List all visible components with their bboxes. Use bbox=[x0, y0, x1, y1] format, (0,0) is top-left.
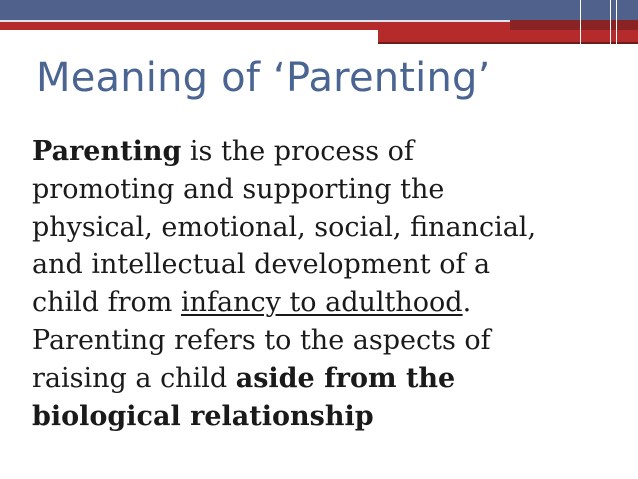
slide-body-text bbox=[32, 133, 622, 435]
body-line-7-before: raising a child bbox=[32, 362, 236, 394]
body-line-7 bbox=[32, 360, 622, 398]
body-line-3: physical, emotional, social, financial, bbox=[32, 211, 537, 243]
header-blue-band bbox=[0, 0, 638, 20]
infancy-to-adulthood-link[interactable]: infancy to adulthood bbox=[181, 287, 463, 319]
header-vertical-line bbox=[610, 0, 611, 44]
header-vertical-line bbox=[616, 0, 617, 44]
body-line-5 bbox=[32, 284, 622, 322]
body-line-7-bold: aside from the bbox=[235, 362, 456, 394]
body-text-1: is the process of bbox=[181, 136, 414, 167]
body-line-1 bbox=[32, 133, 622, 171]
header-vertical-line bbox=[580, 0, 581, 44]
body-line-5-after: . bbox=[462, 287, 472, 319]
body-line-6: Parenting refers to the aspects of bbox=[32, 324, 491, 356]
header-dark-red-step bbox=[510, 20, 638, 30]
body-line-8: biological relationship bbox=[32, 400, 374, 432]
body-line-4: and intellectual development of a bbox=[32, 249, 491, 281]
slide-title: Meaning of ‘Parenting’ bbox=[36, 55, 491, 101]
body-line-5-before: child from bbox=[32, 287, 181, 319]
header-step-shadow bbox=[378, 42, 638, 44]
term-parenting: Parenting bbox=[32, 136, 182, 167]
body-line-2: promoting and supporting the bbox=[32, 173, 445, 205]
